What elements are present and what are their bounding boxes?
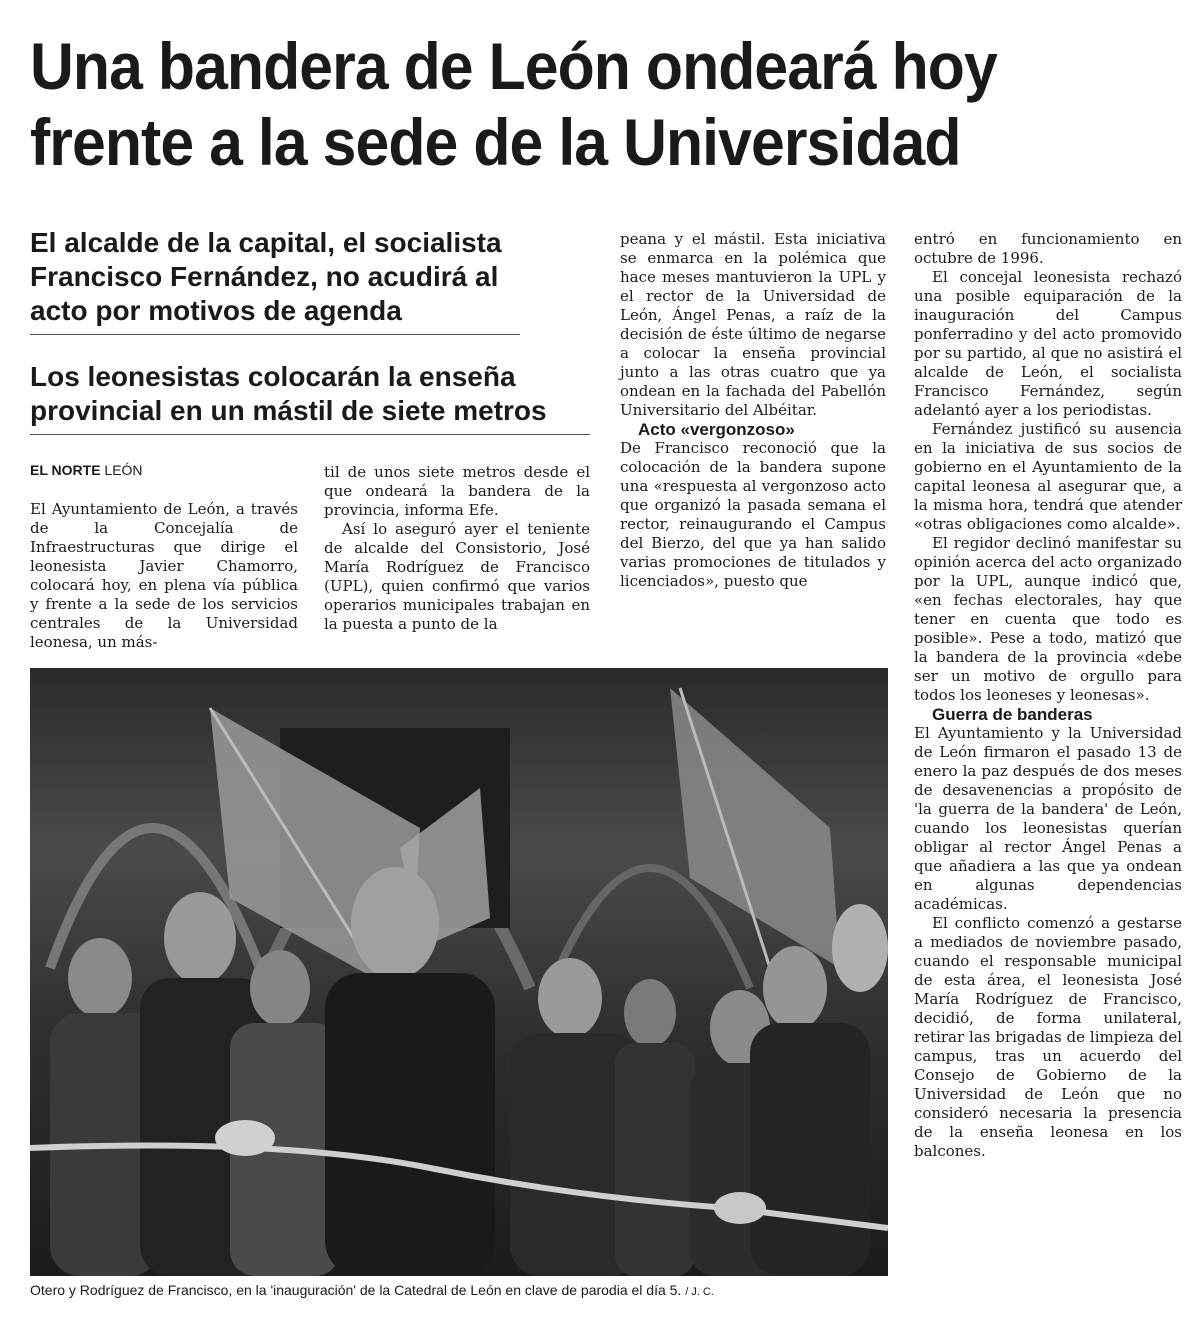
hand	[714, 1192, 766, 1224]
paragraph: til de unos siete metros desde el que ondeará la bandera de la provincia, informa Efe.	[324, 463, 590, 519]
column-4	[914, 230, 1182, 1161]
news-photo	[30, 668, 888, 1276]
headline-line-2: frente a la sede de la Universidad	[30, 105, 961, 179]
paragraph: El conflicto comenzó a gestarse a mediados de noviembre pasado, cuando el responsable municipal de esta área, el leonesista José María Rodríguez de Francisco, decidió, de forma unilateral, retirar las brigadas de limpieza del campus, tras un acuerdo del Consejo de Gobierno de la Universidad de León que no consideró necesaria la presencia de la enseña leonesa en los balcones.	[914, 914, 1182, 1160]
photo-illustration	[30, 668, 888, 1276]
headline-line-1: Una bandera de León ondeará hoy	[30, 29, 997, 103]
section-title-guerra-de-banderas: Guerra de banderas	[932, 705, 1093, 724]
paragraph: El regidor declinó manifestar su opinión acerca del acto organizado por la UPL, aunque indicó que, «en fechas electorales, hay que tener en cuenta que todo es posible». Pese a todo, matizó que la bandera de la provincia «debe ser un motivo de orgullo para todos los leoneses y leonesas».	[914, 534, 1182, 704]
paragraph: peana y el mástil. Esta iniciativa se enmarca en la polémica que hace meses mantuvieron la UPL y el rector de la Universidad de León, Ángel Penas, a raíz de la decisión de éste último de negarse a colocar la enseña provincial junto a las otras cuatro que ya ondean en la fachada del Pabellón Universitario del Albéitar.	[620, 230, 886, 419]
paragraph: El Ayuntamiento de León, a través de la Concejalía de Infraestructuras que dirige el leonesista Javier Chamorro, colocará hoy, en plena vía pública y frente a la sede de los servicios centrales de la Universidad leonesa, un más-	[30, 500, 298, 651]
paragraph: De Francisco reconoció que la colocación de la bandera supone una «respuesta al vergonzoso acto que organizó la pasada semana el rector, reinaugurando el Campus del Bierzo, del que ya han salido varias promociones de titulados y licenciados», puesto que	[620, 439, 886, 590]
paragraph: Fernández justificó su ausencia en la iniciativa de sus socios de gobierno en el Ayuntamiento de la capital leonesa al asegurar que, a la misma hora, tendrá que atender «otras obligaciones como alcalde».	[914, 420, 1182, 533]
paragraph: Así lo aseguró ayer el teniente de alcalde del Consistorio, José María Rodríguez de Francisco (UPL), quien confirmó que varios operarios municipales trabajan en la puesta a punto de la	[324, 520, 590, 633]
hand	[215, 1120, 275, 1156]
column-1	[30, 500, 298, 652]
subheadline-1: El alcalde de la capital, el socialista Francisco Fernández, no acudirá al acto por motivos de agenda	[30, 226, 520, 335]
headline	[30, 28, 1088, 180]
paragraph: entró en funcionamiento en octubre de 1996.	[914, 230, 1182, 267]
caption-text: Otero y Rodríguez de Francisco, en la 'inauguración' de la Catedral de León en clave de parodia el día 5.	[30, 1282, 682, 1298]
subheadline-2: Los leonesistas colocarán la enseña provincial en un mástil de siete metros	[30, 360, 590, 435]
paragraph: El concejal leonesista rechazó una posible equiparación de la inauguración del Campus ponferradino y del acto promovido por su partido, al que no asistirá el alcalde de León, el socialista Francisco Fernández, según adelantó ayer a los periodistas.	[914, 268, 1182, 419]
photo-caption	[30, 1282, 890, 1298]
column-3	[620, 230, 886, 591]
byline-outlet: EL NORTE	[30, 462, 101, 478]
photo-credit: / J. C.	[685, 1286, 714, 1298]
section-title-acto-vergonzoso: Acto «vergonzoso»	[638, 420, 795, 439]
byline	[30, 462, 143, 478]
byline-place: LEÓN	[104, 462, 143, 478]
column-2	[324, 463, 590, 634]
paragraph: El Ayuntamiento y la Universidad de León firmaron el pasado 13 de enero la paz después de dos meses de desavenencias a propósito de 'la guerra de la bandera' de León, cuando los leonesistas querían obligar al rector Ángel Penas a que añadiera a las que ya ondean en algunas dependencias académicas.	[914, 724, 1182, 913]
